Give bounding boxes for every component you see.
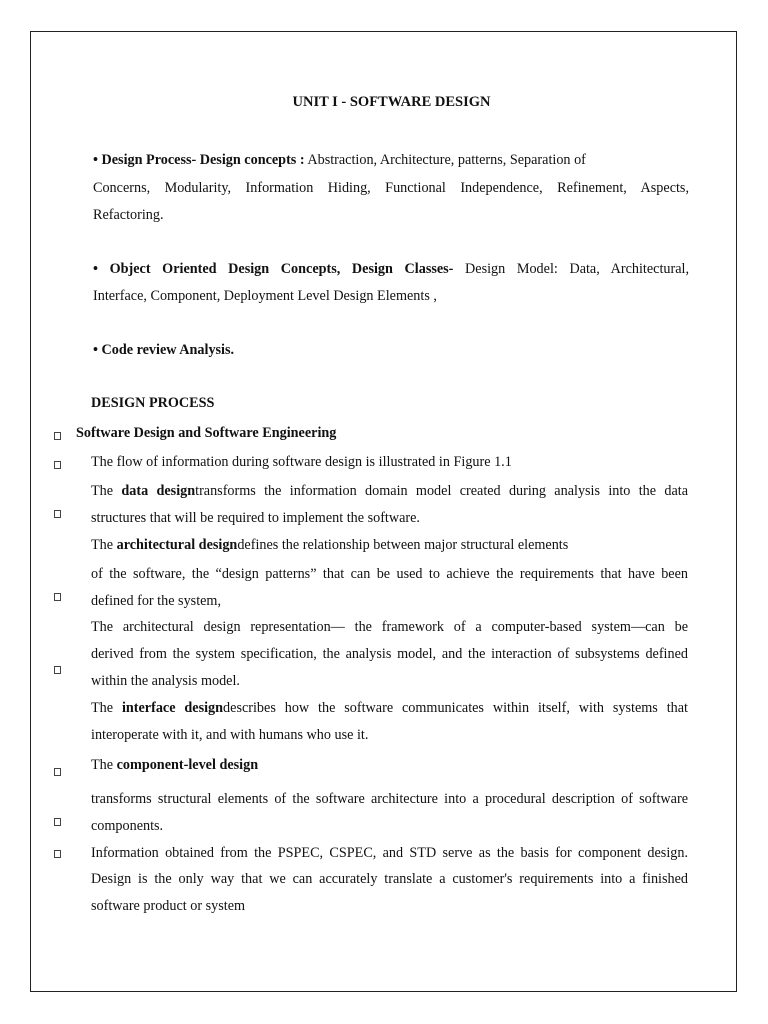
- checkbox-icon: [54, 818, 61, 826]
- page-title: UNIT I - SOFTWARE DESIGN: [292, 94, 491, 110]
- interface-design-line-1: The interface designdescribes how the software communicates within itself, with systems that: [91, 700, 688, 716]
- bullet: •: [93, 342, 98, 358]
- syllabus-text: Abstraction, Architecture, patterns, Separation of: [307, 152, 586, 168]
- syllabus-text: Design Model: Data, Architectural,: [465, 261, 690, 277]
- syllabus-heading-design-process: Design Process- Design concepts :: [101, 152, 305, 168]
- syllabus-item-1-line-1: [93, 151, 586, 169]
- arch-repr-line-3: within the analysis model.: [91, 673, 240, 689]
- syllabus-item-3: [93, 341, 234, 359]
- component-design-line-3: components.: [91, 818, 164, 834]
- bullet: •: [93, 152, 98, 168]
- info-line: Information obtained from the PSPEC, CSPEC, and STD serve as the basis for component design.: [91, 845, 688, 861]
- syllabus-item-1-line-3: Refactoring.: [93, 207, 164, 223]
- syllabus-item-1-line-2: Concerns, Modularity, Information Hiding, Functional Independence, Refinement, Aspects,: [93, 180, 689, 196]
- interface-design-line-2: interoperate with it, and with humans who use it.: [91, 727, 369, 743]
- syllabus-item-2-line-1: [93, 260, 689, 278]
- arch-repr-line-1: The architectural design representation— the framework of a computer-based system—can be: [91, 619, 688, 635]
- term-component-level-design: component-level design: [116, 757, 259, 773]
- checkbox-icon: [54, 666, 61, 674]
- checkbox-icon: [54, 510, 61, 518]
- sub-heading: Software Design and Software Engineering: [76, 425, 337, 441]
- data-design-line-1: The data designtransforms the information domain model created during analysis into the data: [91, 483, 688, 499]
- design-only-line-2: software product or system: [91, 898, 246, 914]
- syllabus-heading-oo-design: Object Oriented Design Concepts, Design Classes-: [109, 261, 454, 277]
- arch-design-line-1: The architectural designdefines the relationship between major structural elements: [91, 537, 569, 553]
- checkbox-icon: [54, 768, 61, 776]
- checkbox-icon: [54, 593, 61, 601]
- syllabus-heading-code-review: Code review Analysis.: [101, 342, 235, 358]
- data-design-line-2: structures that will be required to implement the software.: [91, 510, 420, 526]
- term-architectural-design: architectural design: [116, 537, 238, 553]
- checkbox-icon: [54, 432, 61, 440]
- term-data-design: data design: [121, 483, 196, 499]
- syllabus-item-2-line-2: Interface, Component, Deployment Level Design Elements ,: [93, 288, 437, 304]
- section-heading: DESIGN PROCESS: [91, 395, 215, 411]
- arch-design-line-3: defined for the system,: [91, 593, 222, 609]
- design-only-line-1: Design is the only way that we can accurately translate a customer's requirements into a finished: [91, 871, 688, 887]
- checkbox-icon: [54, 850, 61, 858]
- term-interface-design: interface design: [121, 700, 224, 716]
- component-design-line-1: The component-level design: [91, 757, 259, 773]
- arch-repr-line-2: derived from the system specification, the analysis model, and the interaction of subsystems defined: [91, 646, 688, 662]
- flow-line: The flow of information during software design is illustrated in Figure 1.1: [91, 454, 512, 470]
- component-design-line-2: transforms structural elements of the software architecture into a procedural description of software: [91, 791, 688, 807]
- checkbox-icon: [54, 461, 61, 469]
- bullet: •: [93, 261, 98, 277]
- arch-design-line-2: of the software, the “design patterns” that can be used to achieve the requirements that have been: [91, 566, 688, 582]
